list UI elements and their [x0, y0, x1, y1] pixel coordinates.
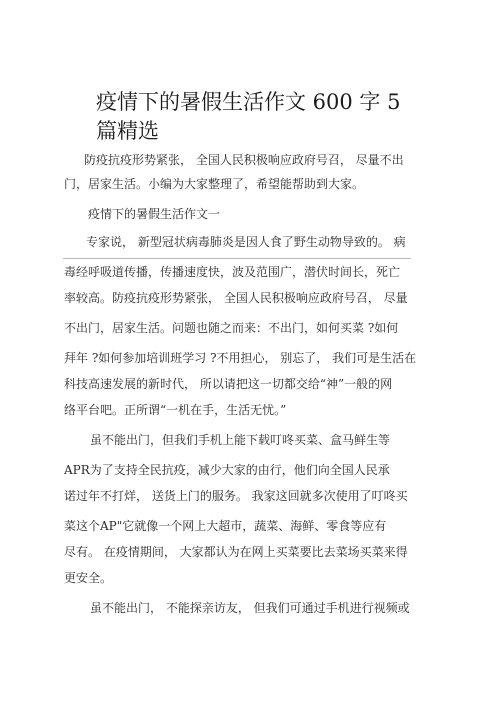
paragraph-line: 尽有。 在疫情期间， 大家都认为在网上买菜要比去菜场买菜来得 [64, 545, 408, 559]
paragraph-line: 门，居家生活。小编为大家整理了，希望能帮助到大家。 [64, 177, 365, 191]
paragraph-line: 率较高。防疫抗疫形势紧张， 全国人民积极响应政府号召， 尽量 [64, 291, 408, 305]
divider-line [63, 258, 411, 259]
section-heading: 疫情下的暑假生活作文一 [88, 207, 221, 221]
paragraph-line: 科技高速发展的新时代， 所以请把这一切都交给“神”一般的网 [64, 377, 393, 391]
paragraph-line: 虽不能出门， 不能探亲访友， 但我们可通过手机进行视频或 [90, 601, 410, 615]
paragraph-line: 诺过年不打烊， 送货上门的服务。 我家这回就多次使用了叮咚买 [64, 489, 408, 503]
paragraph-line: 络平台吧。正所谓“一机在手，生活无忧。” [64, 403, 287, 417]
paragraph-line: 虽不能出门，但我们手机上能下载叮咚买菜、盒马鲜生等 [90, 433, 391, 447]
paragraph-line: 不出门，居家生活。问题也随之而来：不出门，如何买菜 ?如何 [64, 321, 399, 335]
paragraph-line: 菜这个AP"它就像一个网上大超市，蔬菜、海鲜、零食等应有 [64, 519, 387, 533]
paragraph-line: 毒经呼吸道传播，传播速度快，波及范围广，潜伏时间长，死亡 [64, 265, 401, 279]
paragraph-line: 防疫抗疫形势紧张， 全国人民积极响应政府号召， 尽量不出 [84, 153, 404, 167]
paragraph-line: 更安全。 [64, 571, 113, 585]
paragraph-line: APR为了支持全民抗疫，减少大家的由行，他们向全国人民承 [64, 463, 390, 477]
document-title: 疫情下的暑假生活作文 600 字 5 篇精选 [96, 90, 401, 143]
paragraph-line: 专家说， 新型冠状病毒肺炎是因人食了野生动物导致的。 病 [86, 235, 406, 249]
paragraph-line: 拜年 ?如何参加培训班学习 ?不用担心， 别忘了， 我们可是生活在 [64, 351, 417, 365]
